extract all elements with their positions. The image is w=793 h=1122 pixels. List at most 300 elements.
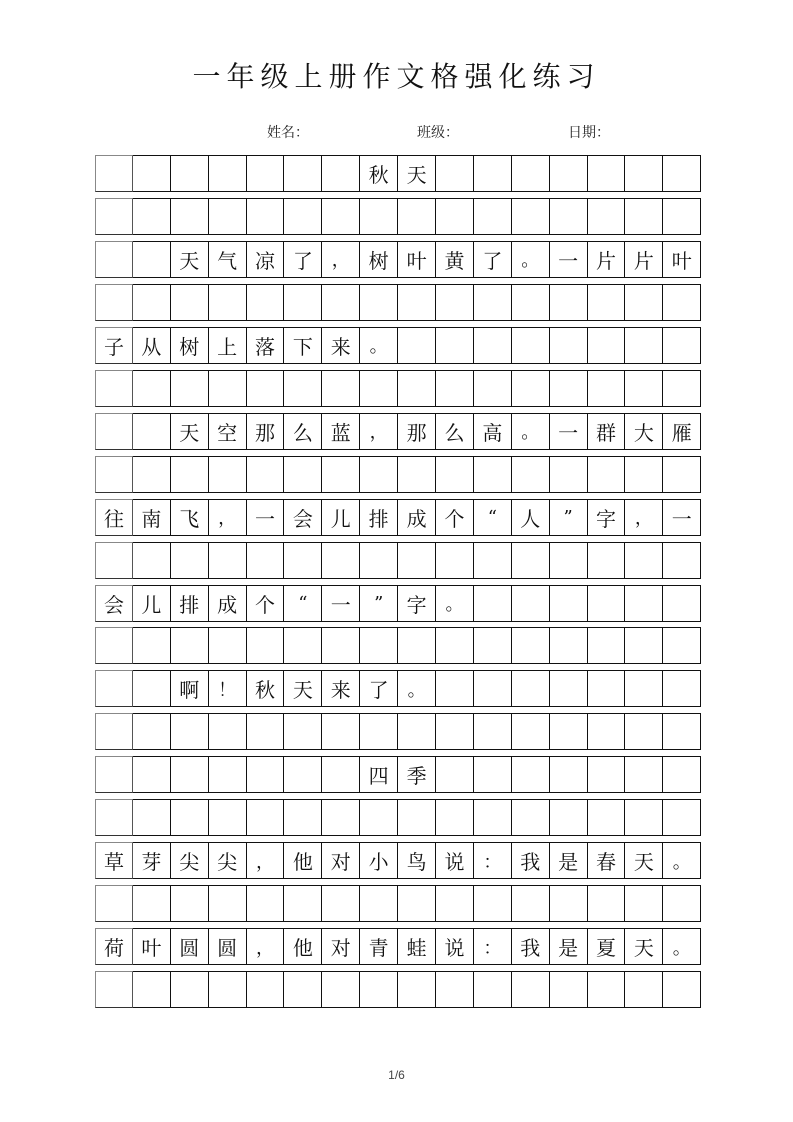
grid-cell bbox=[436, 284, 474, 321]
grid-cell bbox=[284, 713, 322, 750]
grid-cell: 春 bbox=[588, 842, 626, 879]
grid-cell: 青 bbox=[360, 928, 398, 965]
grid-row bbox=[95, 885, 702, 922]
grid-cell: 空 bbox=[209, 413, 247, 450]
grid-cell bbox=[474, 370, 512, 407]
grid-cell: 群 bbox=[588, 413, 626, 450]
grid-cell: 。 bbox=[663, 842, 701, 879]
grid-cell bbox=[322, 799, 360, 836]
grid-cell: 一 bbox=[247, 499, 285, 536]
grid-cell bbox=[436, 155, 474, 192]
grid-cell bbox=[171, 713, 209, 750]
grid-cell bbox=[360, 799, 398, 836]
grid-cell bbox=[247, 971, 285, 1008]
grid-cell bbox=[663, 799, 701, 836]
grid-cell bbox=[512, 627, 550, 664]
grid-cell bbox=[550, 542, 588, 579]
grid-cell bbox=[436, 756, 474, 793]
grid-cell: 天 bbox=[625, 842, 663, 879]
grid-cell bbox=[247, 885, 285, 922]
grid-cell: 。 bbox=[512, 241, 550, 278]
grid-cell bbox=[171, 971, 209, 1008]
grid-cell: 蛙 bbox=[398, 928, 436, 965]
grid-cell bbox=[663, 885, 701, 922]
grid-cell bbox=[512, 198, 550, 235]
grid-cell bbox=[474, 885, 512, 922]
grid-cell: 。 bbox=[512, 413, 550, 450]
grid-cell bbox=[171, 370, 209, 407]
grid-cell bbox=[625, 155, 663, 192]
name-label: 姓名： bbox=[267, 125, 309, 141]
grid-cell bbox=[436, 799, 474, 836]
grid-cell bbox=[209, 885, 247, 922]
grid-cell bbox=[550, 756, 588, 793]
grid-cell bbox=[625, 713, 663, 750]
grid-cell: 了 bbox=[474, 241, 512, 278]
grid-cell bbox=[95, 284, 133, 321]
grid-cell: 我 bbox=[512, 842, 550, 879]
grid-cell: “ bbox=[284, 585, 322, 622]
grid-cell bbox=[398, 971, 436, 1008]
grid-cell bbox=[436, 885, 474, 922]
grid-cell bbox=[512, 713, 550, 750]
grid-cell bbox=[474, 713, 512, 750]
grid-cell: ， bbox=[322, 241, 360, 278]
grid-cell bbox=[133, 713, 171, 750]
grid-cell: 说 bbox=[436, 928, 474, 965]
grid-cell bbox=[360, 284, 398, 321]
grid-cell bbox=[398, 284, 436, 321]
grid-cell bbox=[512, 456, 550, 493]
grid-cell bbox=[474, 456, 512, 493]
grid-row bbox=[95, 499, 702, 536]
grid-cell bbox=[436, 542, 474, 579]
grid-cell: ： bbox=[474, 928, 512, 965]
grid-cell: 一 bbox=[550, 413, 588, 450]
grid-cell bbox=[284, 155, 322, 192]
grid-cell bbox=[171, 756, 209, 793]
grid-cell bbox=[95, 885, 133, 922]
grid-cell: 天 bbox=[284, 670, 322, 707]
grid-cell bbox=[625, 198, 663, 235]
grid-cell bbox=[247, 713, 285, 750]
grid-cell bbox=[550, 799, 588, 836]
grid-cell bbox=[247, 155, 285, 192]
grid-cell bbox=[588, 456, 626, 493]
grid-cell bbox=[284, 756, 322, 793]
grid-cell: 上 bbox=[209, 327, 247, 364]
grid-cell: 。 bbox=[663, 928, 701, 965]
grid-cell bbox=[398, 456, 436, 493]
grid-cell bbox=[474, 585, 512, 622]
grid-cell: 片 bbox=[588, 241, 626, 278]
grid-cell bbox=[436, 198, 474, 235]
grid-cell bbox=[512, 971, 550, 1008]
grid-cell: 小 bbox=[360, 842, 398, 879]
grid-cell: ” bbox=[360, 585, 398, 622]
grid-cell bbox=[95, 241, 133, 278]
grid-cell: 我 bbox=[512, 928, 550, 965]
grid-cell bbox=[322, 971, 360, 1008]
grid-cell bbox=[322, 284, 360, 321]
grid-cell bbox=[436, 456, 474, 493]
grid-cell bbox=[550, 885, 588, 922]
grid-cell bbox=[588, 585, 626, 622]
grid-cell bbox=[284, 971, 322, 1008]
grid-cell bbox=[133, 413, 171, 450]
grid-cell bbox=[436, 971, 474, 1008]
grid-cell bbox=[95, 456, 133, 493]
grid-cell bbox=[663, 670, 701, 707]
grid-row bbox=[95, 713, 702, 750]
grid-cell bbox=[663, 155, 701, 192]
grid-cell bbox=[247, 284, 285, 321]
grid-cell bbox=[284, 284, 322, 321]
grid-cell: 圆 bbox=[171, 928, 209, 965]
grid-cell bbox=[209, 198, 247, 235]
grid-cell bbox=[322, 713, 360, 750]
grid-cell bbox=[247, 799, 285, 836]
grid-cell: 对 bbox=[322, 928, 360, 965]
grid-cell bbox=[95, 155, 133, 192]
grid-cell bbox=[625, 885, 663, 922]
grid-cell bbox=[133, 198, 171, 235]
grid-cell bbox=[360, 198, 398, 235]
grid-cell: 树 bbox=[171, 327, 209, 364]
grid-cell bbox=[474, 284, 512, 321]
grid-cell bbox=[512, 327, 550, 364]
grid-cell: 南 bbox=[133, 499, 171, 536]
grid-cell: 么 bbox=[284, 413, 322, 450]
grid-cell bbox=[625, 456, 663, 493]
grid-cell bbox=[625, 542, 663, 579]
grid-row bbox=[95, 284, 702, 321]
grid-cell bbox=[360, 456, 398, 493]
grid-cell bbox=[550, 627, 588, 664]
grid-cell bbox=[95, 198, 133, 235]
grid-cell: “ bbox=[474, 499, 512, 536]
grid-cell bbox=[247, 370, 285, 407]
grid-row bbox=[95, 928, 702, 965]
grid-cell bbox=[209, 971, 247, 1008]
student-info-line bbox=[0, 122, 793, 142]
grid-cell: 季 bbox=[398, 756, 436, 793]
grid-row bbox=[95, 542, 702, 579]
grid-cell: 天 bbox=[625, 928, 663, 965]
grid-cell bbox=[663, 456, 701, 493]
grid-cell bbox=[588, 971, 626, 1008]
grid-cell: 凉 bbox=[247, 241, 285, 278]
grid-cell bbox=[133, 241, 171, 278]
grid-cell: 气 bbox=[209, 241, 247, 278]
class-label: 班级： bbox=[417, 125, 459, 141]
grid-cell: 荷 bbox=[95, 928, 133, 965]
grid-row bbox=[95, 670, 702, 707]
grid-cell bbox=[474, 799, 512, 836]
grid-cell bbox=[625, 370, 663, 407]
grid-cell bbox=[474, 155, 512, 192]
grid-cell bbox=[398, 799, 436, 836]
grid-cell bbox=[284, 799, 322, 836]
grid-cell bbox=[322, 627, 360, 664]
grid-cell: 片 bbox=[625, 241, 663, 278]
grid-cell bbox=[209, 799, 247, 836]
grid-cell bbox=[360, 885, 398, 922]
grid-cell bbox=[133, 542, 171, 579]
grid-cell bbox=[209, 627, 247, 664]
grid-cell bbox=[95, 971, 133, 1008]
grid-cell bbox=[209, 542, 247, 579]
grid-cell: 了 bbox=[360, 670, 398, 707]
grid-cell bbox=[588, 284, 626, 321]
grid-cell bbox=[550, 370, 588, 407]
grid-cell bbox=[474, 670, 512, 707]
grid-cell: 是 bbox=[550, 928, 588, 965]
grid-cell: 从 bbox=[133, 327, 171, 364]
grid-cell bbox=[474, 627, 512, 664]
grid-cell: 儿 bbox=[133, 585, 171, 622]
grid-cell bbox=[588, 627, 626, 664]
grid-cell bbox=[663, 713, 701, 750]
grid-row bbox=[95, 456, 702, 493]
grid-cell bbox=[95, 670, 133, 707]
grid-row bbox=[95, 370, 702, 407]
grid-cell bbox=[171, 627, 209, 664]
grid-cell: 树 bbox=[360, 241, 398, 278]
grid-cell bbox=[95, 370, 133, 407]
grid-cell bbox=[247, 542, 285, 579]
grid-cell bbox=[133, 756, 171, 793]
grid-cell bbox=[588, 713, 626, 750]
grid-cell: 黄 bbox=[436, 241, 474, 278]
grid-cell: 飞 bbox=[171, 499, 209, 536]
grid-cell bbox=[284, 198, 322, 235]
grid-cell bbox=[322, 155, 360, 192]
grid-cell bbox=[512, 370, 550, 407]
grid-cell bbox=[550, 327, 588, 364]
grid-cell bbox=[247, 627, 285, 664]
grid-row bbox=[95, 842, 702, 879]
grid-cell bbox=[512, 756, 550, 793]
grid-cell bbox=[95, 413, 133, 450]
grid-cell bbox=[133, 284, 171, 321]
grid-cell: 鸟 bbox=[398, 842, 436, 879]
grid-cell bbox=[95, 713, 133, 750]
grid-cell: 尖 bbox=[171, 842, 209, 879]
grid-cell: 下 bbox=[284, 327, 322, 364]
grid-cell: 叶 bbox=[663, 241, 701, 278]
grid-cell: 秋 bbox=[360, 155, 398, 192]
grid-cell bbox=[663, 585, 701, 622]
grid-cell bbox=[512, 155, 550, 192]
grid-cell bbox=[133, 456, 171, 493]
grid-cell: 排 bbox=[171, 585, 209, 622]
grid-cell bbox=[322, 756, 360, 793]
grid-cell bbox=[588, 327, 626, 364]
grid-cell bbox=[398, 370, 436, 407]
grid-cell: 排 bbox=[360, 499, 398, 536]
grid-cell bbox=[436, 713, 474, 750]
grid-cell bbox=[171, 155, 209, 192]
grid-cell bbox=[550, 971, 588, 1008]
grid-cell: 字 bbox=[588, 499, 626, 536]
grid-cell: 来 bbox=[322, 327, 360, 364]
grid-cell bbox=[398, 542, 436, 579]
grid-cell: 成 bbox=[209, 585, 247, 622]
grid-cell: 一 bbox=[663, 499, 701, 536]
grid-cell: 叶 bbox=[133, 928, 171, 965]
grid-cell: 。 bbox=[398, 670, 436, 707]
grid-cell: 高 bbox=[474, 413, 512, 450]
grid-row bbox=[95, 198, 702, 235]
grid-cell: 叶 bbox=[398, 241, 436, 278]
grid-cell: 对 bbox=[322, 842, 360, 879]
grid-cell: 是 bbox=[550, 842, 588, 879]
grid-cell bbox=[322, 542, 360, 579]
grid-cell bbox=[133, 799, 171, 836]
grid-cell bbox=[360, 971, 398, 1008]
grid-cell bbox=[360, 542, 398, 579]
grid-cell bbox=[512, 585, 550, 622]
grid-cell: ： bbox=[474, 842, 512, 879]
grid-cell: 草 bbox=[95, 842, 133, 879]
grid-cell bbox=[171, 284, 209, 321]
grid-cell bbox=[95, 756, 133, 793]
page-indicator: 1/6 bbox=[388, 1068, 405, 1082]
grid-cell: 子 bbox=[95, 327, 133, 364]
grid-cell bbox=[550, 713, 588, 750]
grid-cell: ， bbox=[247, 928, 285, 965]
grid-cell bbox=[284, 370, 322, 407]
grid-cell: 尖 bbox=[209, 842, 247, 879]
grid-cell bbox=[133, 971, 171, 1008]
grid-cell bbox=[133, 155, 171, 192]
grid-cell: 个 bbox=[247, 585, 285, 622]
grid-cell: 来 bbox=[322, 670, 360, 707]
grid-cell bbox=[663, 971, 701, 1008]
grid-cell bbox=[398, 713, 436, 750]
grid-cell bbox=[625, 284, 663, 321]
grid-cell: ， bbox=[209, 499, 247, 536]
grid-cell bbox=[550, 155, 588, 192]
grid-cell bbox=[95, 627, 133, 664]
grid-cell bbox=[588, 198, 626, 235]
grid-cell: 四 bbox=[360, 756, 398, 793]
grid-cell bbox=[625, 799, 663, 836]
grid-row bbox=[95, 971, 702, 1008]
grid-cell bbox=[512, 670, 550, 707]
grid-cell bbox=[588, 670, 626, 707]
grid-cell: ！ bbox=[209, 670, 247, 707]
grid-cell: 他 bbox=[284, 842, 322, 879]
grid-cell bbox=[550, 585, 588, 622]
grid-cell: 天 bbox=[171, 413, 209, 450]
grid-cell bbox=[398, 627, 436, 664]
grid-row bbox=[95, 241, 702, 278]
grid-cell bbox=[550, 284, 588, 321]
grid-cell bbox=[436, 327, 474, 364]
grid-cell: 天 bbox=[171, 241, 209, 278]
grid-cell bbox=[133, 885, 171, 922]
grid-cell bbox=[436, 370, 474, 407]
grid-cell: ” bbox=[550, 499, 588, 536]
grid-cell bbox=[512, 799, 550, 836]
grid-cell bbox=[322, 370, 360, 407]
grid-cell bbox=[360, 370, 398, 407]
grid-cell bbox=[625, 756, 663, 793]
grid-cell bbox=[133, 370, 171, 407]
grid-cell bbox=[171, 198, 209, 235]
grid-cell bbox=[398, 885, 436, 922]
grid-cell: 那 bbox=[247, 413, 285, 450]
grid-cell bbox=[322, 885, 360, 922]
grid-cell bbox=[247, 756, 285, 793]
grid-cell: 那 bbox=[398, 413, 436, 450]
grid-row bbox=[95, 155, 702, 192]
grid-cell bbox=[588, 370, 626, 407]
grid-cell: 字 bbox=[398, 585, 436, 622]
grid-cell bbox=[209, 456, 247, 493]
grid-row bbox=[95, 585, 702, 622]
grid-cell: 落 bbox=[247, 327, 285, 364]
grid-cell bbox=[550, 456, 588, 493]
grid-cell bbox=[284, 627, 322, 664]
grid-cell: 。 bbox=[436, 585, 474, 622]
grid-cell bbox=[209, 370, 247, 407]
grid-cell: 蓝 bbox=[322, 413, 360, 450]
grid-cell: 么 bbox=[436, 413, 474, 450]
grid-cell: 往 bbox=[95, 499, 133, 536]
grid-cell: 秋 bbox=[247, 670, 285, 707]
grid-cell bbox=[322, 456, 360, 493]
grid-cell bbox=[322, 198, 360, 235]
grid-cell bbox=[133, 670, 171, 707]
grid-cell bbox=[284, 456, 322, 493]
grid-cell bbox=[209, 284, 247, 321]
grid-cell: ， bbox=[625, 499, 663, 536]
grid-cell: 雁 bbox=[663, 413, 701, 450]
grid-cell bbox=[474, 971, 512, 1008]
grid-cell bbox=[133, 627, 171, 664]
grid-cell bbox=[512, 542, 550, 579]
grid-cell bbox=[171, 885, 209, 922]
grid-cell bbox=[663, 542, 701, 579]
grid-cell bbox=[512, 284, 550, 321]
grid-cell bbox=[360, 627, 398, 664]
grid-cell bbox=[663, 327, 701, 364]
grid-cell bbox=[95, 799, 133, 836]
grid-cell bbox=[663, 756, 701, 793]
grid-cell: 会 bbox=[284, 499, 322, 536]
grid-cell: 人 bbox=[512, 499, 550, 536]
grid-cell: ， bbox=[247, 842, 285, 879]
grid-cell bbox=[625, 627, 663, 664]
grid-cell: 说 bbox=[436, 842, 474, 879]
grid-cell bbox=[95, 542, 133, 579]
grid-cell bbox=[625, 670, 663, 707]
grid-cell bbox=[625, 327, 663, 364]
grid-cell bbox=[474, 327, 512, 364]
grid-cell: 成 bbox=[398, 499, 436, 536]
grid-cell bbox=[550, 198, 588, 235]
grid-cell bbox=[398, 327, 436, 364]
grid-row bbox=[95, 627, 702, 664]
grid-cell bbox=[588, 542, 626, 579]
grid-cell bbox=[550, 670, 588, 707]
grid-cell: 一 bbox=[550, 241, 588, 278]
grid-cell: 儿 bbox=[322, 499, 360, 536]
grid-row bbox=[95, 799, 702, 836]
